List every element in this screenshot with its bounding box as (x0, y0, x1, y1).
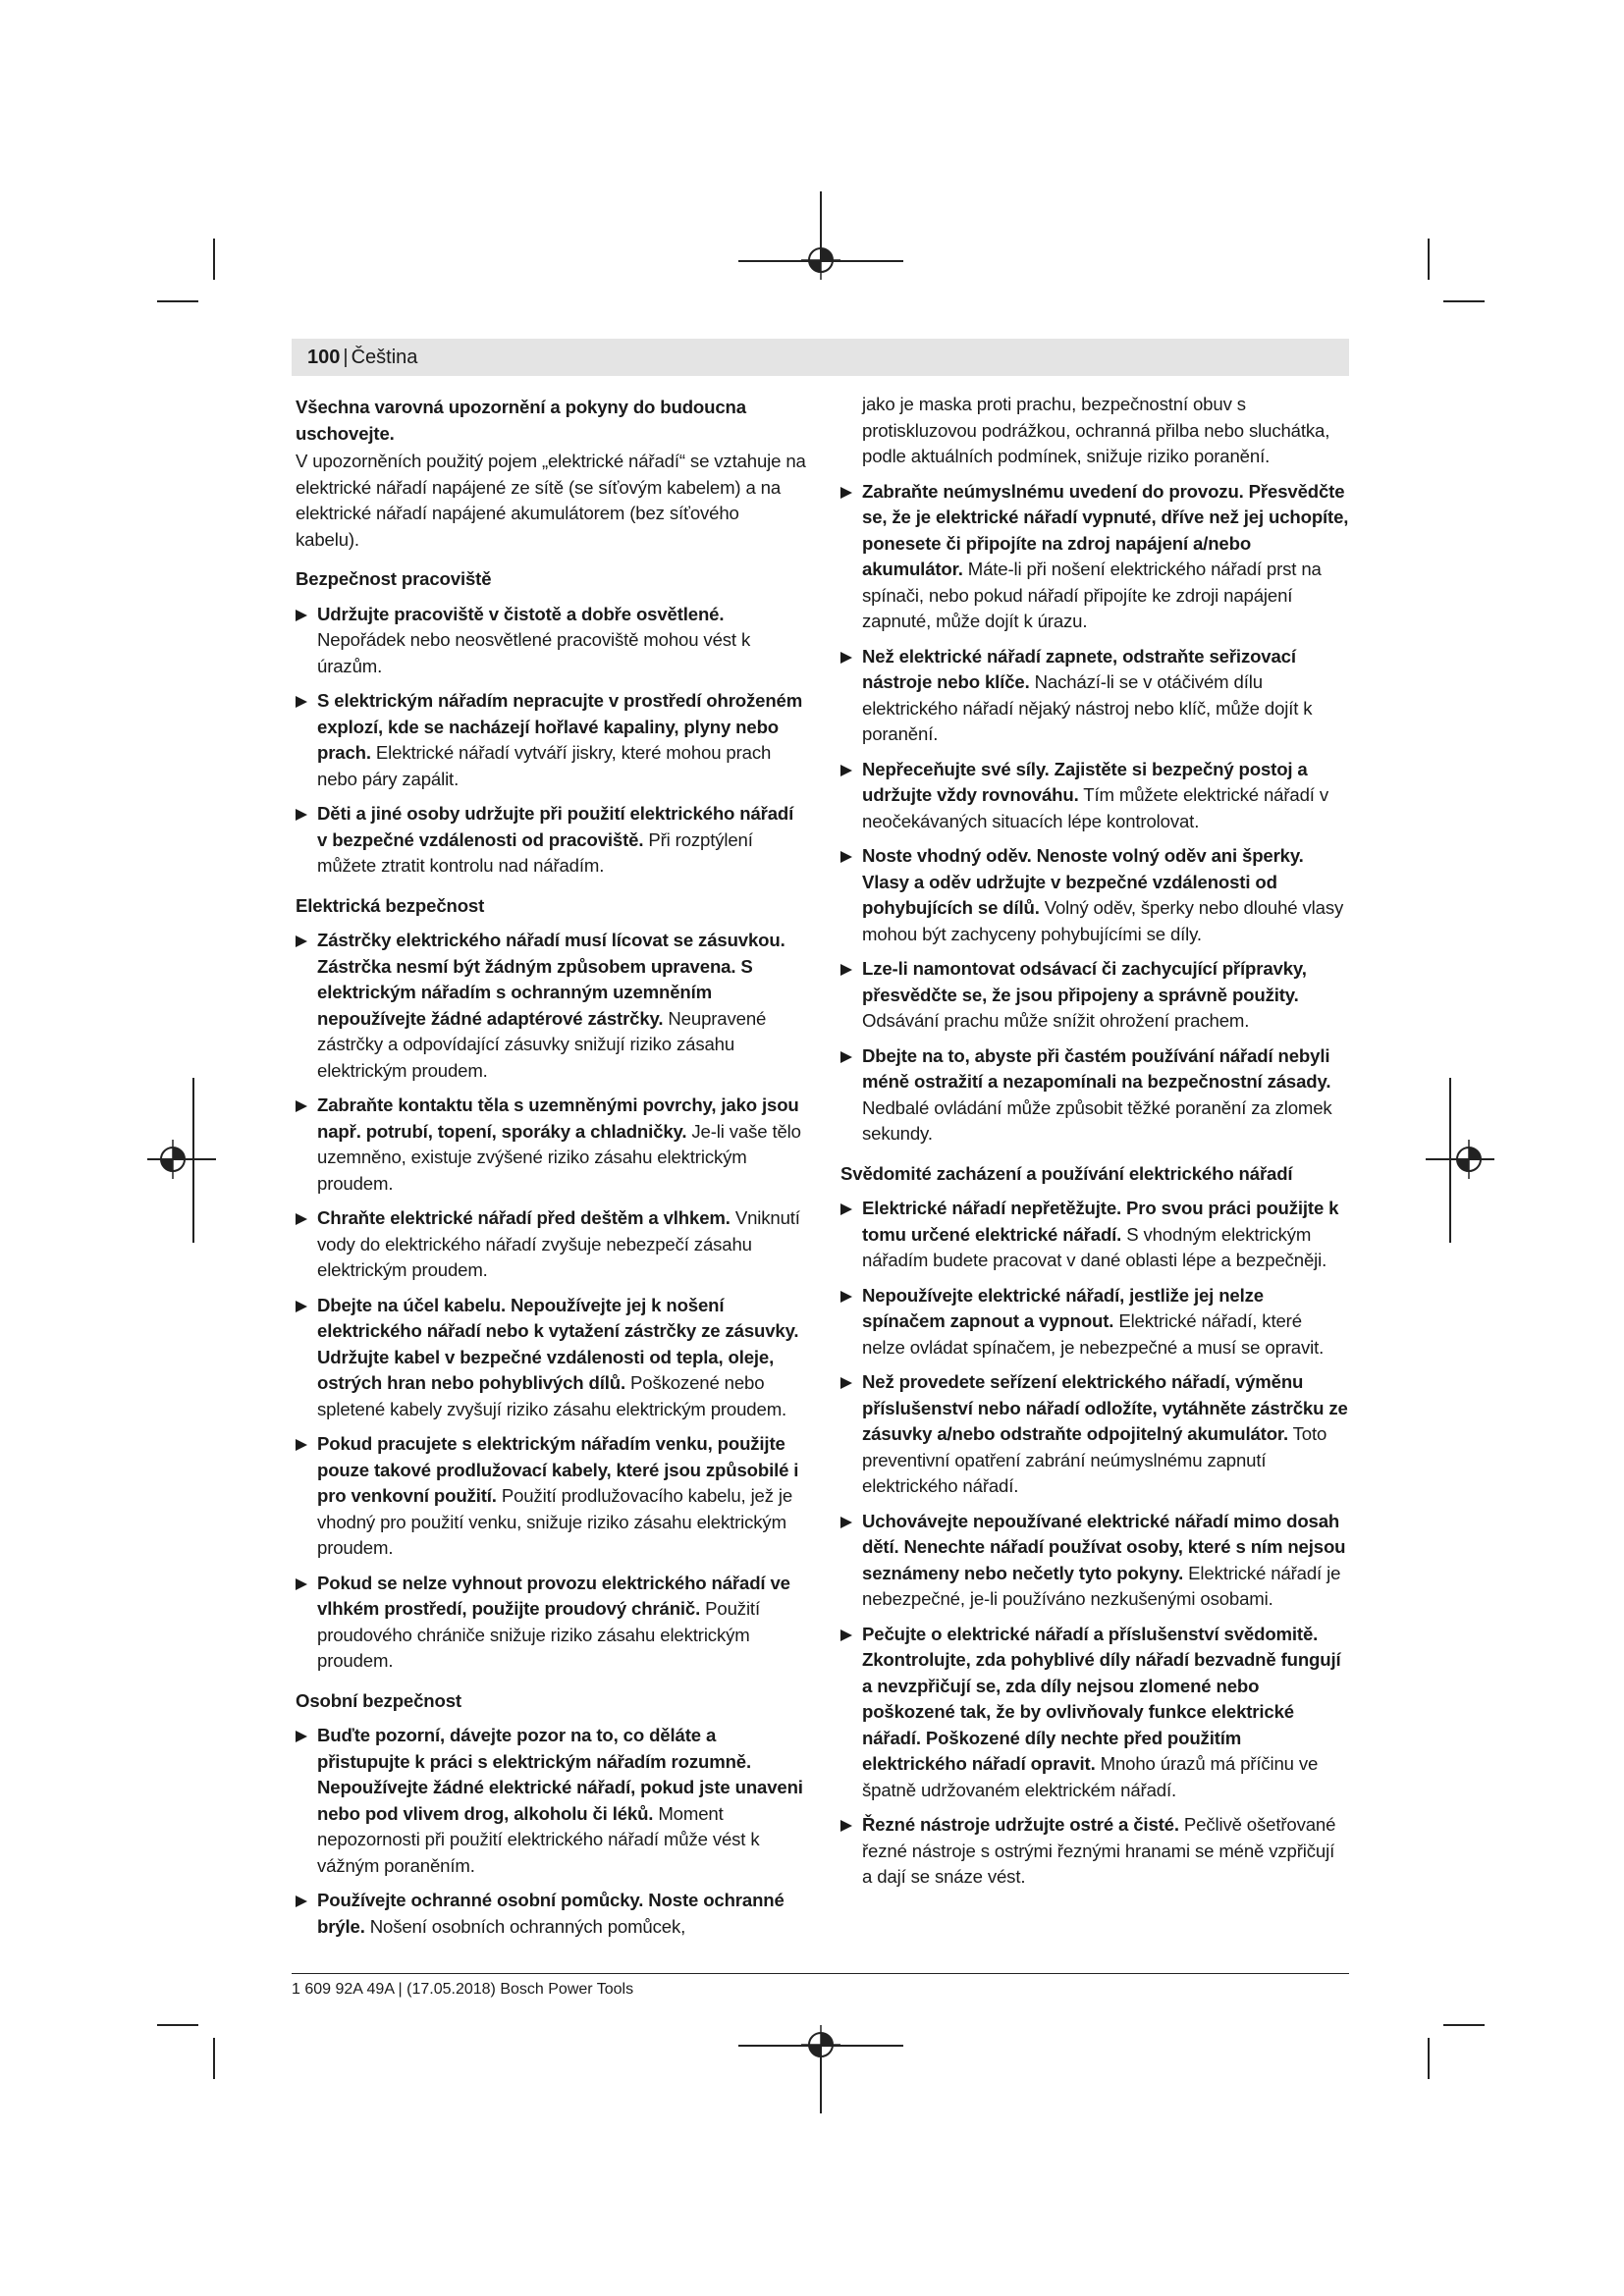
warning-item (840, 757, 1349, 835)
bullet-triangle-icon (840, 851, 852, 863)
registration-target-icon (151, 1138, 194, 1181)
warning-item (296, 602, 806, 680)
item-bold-text: Děti a jiné osoby udržujte při použití elektrického nářadí v bezpečné vzdálenosti od pracoviště. (317, 803, 794, 850)
item-bold-text: Než provedete seřízení elektrického nářadí, výměnu příslušenství nebo nářadí odložíte, vytáhněte zástrčku ze zásuvky a/nebo odstraňte odpojitelný akumulátor. (862, 1371, 1348, 1444)
item-bold-text: Řezné nástroje udržujte ostré a čisté. (862, 1814, 1179, 1835)
item-bold-text: Pokud pracujete s elektrickým nářadím venku, použijte pouze takové prodlužovací kabely, které jsou způsobilé i pro venkovní použití. (317, 1433, 799, 1506)
intro-title: Všechna varovná upozornění a pokyny do budoucna uschovejte. (296, 397, 746, 444)
item-text: Elektrické nářadí je nebezpečné, je-li používáno nezkušenými osobami. (862, 1562, 1341, 1609)
item-text: Vniknutí vody do elektrického nářadí zvyšuje nebezpečí zásahu elektrickým proudem. (317, 1207, 800, 1280)
footer-rule (292, 1973, 1349, 1974)
crop-mark (213, 239, 215, 280)
item-bold-text: Nepoužívejte elektrické nářadí, jestliže jej nelze spínačem zapnout a vypnout. (862, 1284, 1264, 1331)
registration-target-icon (1447, 1138, 1490, 1181)
warning-item (840, 1043, 1349, 1148)
warning-item (840, 1283, 1349, 1362)
item-text: Elektrické nářadí vytváří jiskry, které mohou prach nebo páry zapálit. (317, 742, 772, 789)
bullet-triangle-icon (296, 610, 307, 621)
item-bold-text: Dbejte na to, abyste při častém používání nářadí nebyli méně ostražití a nezapomínali na bezpečnostní zásady. (862, 1044, 1331, 1092)
bullet-triangle-icon (296, 1100, 307, 1112)
bullet-triangle-icon (296, 809, 307, 821)
section-title-workplace: Bezpečnost pracoviště (296, 568, 492, 589)
item-text: Nepořádek nebo neosvětlené pracoviště mohou vést k úrazům. (317, 629, 751, 676)
bullet-triangle-icon (840, 1377, 852, 1389)
crop-mark (1428, 2038, 1430, 2079)
item-text: Poškozené nebo spletené kabely zvyšují riziko zásahu elektrickým proudem. (317, 1372, 787, 1419)
item-bold-text: Zabraňte neúmyslnému uvedení do provozu. Přesvědčte se, že je elektrické nářadí vypnuté, dříve než jej uchopíte, ponesete či připojíte na zdroj napájení a/nebo akumulátor. (862, 480, 1349, 579)
left-column (296, 395, 806, 1940)
item-text: Mnoho úrazů má příčinu ve špatně udržovaném elektrickém nářadí. (862, 1753, 1319, 1800)
item-text: Je-li vaše tělo uzemněno, existuje zvýšené riziko zásahu elektrickým proudem. (317, 1120, 801, 1194)
item-text: Pečlivě ošetřované řezné nástroje s ostrými řeznými hranami se méně vzpřičují a dají se snáze vést. (862, 1814, 1336, 1887)
bullet-triangle-icon (296, 1731, 307, 1742)
item-bold-text: Než elektrické nářadí zapnete, odstraňte seřizovací nástroje nebo klíče. (862, 645, 1296, 692)
warning-item (840, 1369, 1349, 1500)
warning-item (840, 956, 1349, 1035)
page-header (307, 346, 417, 369)
warning-item (296, 1293, 806, 1423)
continuation-text: jako je maska proti prachu, bezpečnostní obuv s protiskluzovou podrážkou, ochranná přilba nebo sluchátka, podle aktuálních podmínek, snižuje riziko poranění. (862, 394, 1330, 466)
bullet-triangle-icon (840, 765, 852, 776)
intro-text: V upozorněních použitý pojem „elektrické nářadí“ se vztahuje na elektrické nářadí napájené ze sítě (se síťovým kabelem) a na elektrické nářadí napájené akumulátorem (bez síťového kabelu). (296, 451, 806, 550)
item-bold-text: Nepřeceňujte své síly. Zajistěte si bezpečný postoj a udržujte vždy rovnováhu. (862, 758, 1308, 805)
bullet-triangle-icon (840, 652, 852, 664)
header-separator: | (343, 347, 349, 368)
warning-item (296, 1571, 806, 1675)
warning-item (840, 1812, 1349, 1891)
item-text: Moment nepozornosti při použití elektrického nářadí může vést k vážným poraněním. (317, 1802, 760, 1876)
bullet-triangle-icon (840, 1820, 852, 1832)
crop-mark (157, 2024, 198, 2026)
warning-item (840, 1509, 1349, 1613)
item-bold-text: Používejte ochranné osobní pomůcky. Noste ochranné brýle. (317, 1890, 785, 1937)
warning-item (840, 843, 1349, 947)
item-text: Tím můžete elektrické nářadí v neočekávaných situacích lépe kontrolovat. (862, 784, 1328, 831)
item-bold-text: Pokud se nelze vyhnout provozu elektrického nářadí ve vlhkém prostředí, použijte proudový chránič. (317, 1572, 790, 1619)
item-bold-text: Lze-li namontovat odsávací či zachycující přípravky, přesvědčte se, že jsou připojeny a správně použity. (862, 958, 1307, 1005)
warning-item (296, 928, 806, 1084)
item-text: Volný oděv, šperky nebo dlouhé vlasy mohou být zachyceny pohybujícími se díly. (862, 897, 1344, 944)
item-text: Nošení osobních ochranných pomůcek, (364, 1915, 686, 1937)
header-bar (292, 339, 1349, 376)
bullet-triangle-icon (840, 1203, 852, 1215)
section-title-tool-use: Svědomité zacházení a používání elektrického nářadí (840, 1162, 1293, 1184)
item-bold-text: Uchovávejte nepoužívané elektrické nářadí mimo dosah dětí. Nenechte nářadí používat osoby, které s ním nejsou seznámeny nebo nečetly tyto pokyny. (862, 1510, 1346, 1583)
warning-item (296, 1093, 806, 1197)
crop-mark (1443, 2024, 1485, 2026)
bullet-triangle-icon (840, 1517, 852, 1528)
item-text: Toto preventivní opatření zabrání neúmyslnému zapnutí elektrického nářadí. (862, 1423, 1327, 1496)
bullet-triangle-icon (840, 487, 852, 499)
page-number: 100 (307, 347, 341, 368)
warning-item (840, 644, 1349, 748)
item-bold-text: Udržujte pracoviště v čistotě a dobře osvětlené. (317, 603, 725, 624)
registration-target-icon (799, 239, 842, 282)
warning-item (296, 1431, 806, 1562)
item-text: Při rozptýlení můžete ztratit kontrolu nad nářadím. (317, 828, 753, 876)
bullet-triangle-icon (296, 1213, 307, 1225)
bullet-triangle-icon (840, 964, 852, 976)
item-text: Elektrické nářadí, které nelze ovládat spínačem, je nebezpečné a musí se opravit. (862, 1310, 1325, 1358)
bullet-triangle-icon (296, 696, 307, 708)
item-text: Neupravené zástrčky a odpovídající zásuvky snižují riziko zásahu elektrickým proudem. (317, 1007, 767, 1081)
bullet-triangle-icon (840, 1051, 852, 1063)
item-bold-text: Buďte pozorní, dávejte pozor na to, co děláte a přistupujte k práci s elektrickým nářadím rozumně. Nepoužívejte žádné elektrické nářadí, pokud jste unaveni nebo pod vlivem drog, alkoholu či léků. (317, 1725, 803, 1824)
item-text: Nedbalé ovládání může způsobit těžké poranění za zlomek sekundy. (862, 1096, 1332, 1144)
item-bold-text: S elektrickým nářadím nepracujte v prostředí ohroženém explozí, kde se nacházejí hořlavé kapaliny, plyny nebo prach. (317, 690, 803, 763)
bullet-triangle-icon (296, 1578, 307, 1590)
section-title-personal: Osobní bezpečnost (296, 1689, 461, 1711)
item-text: Nachází-li se v otáčivém dílu elektrického nářadí nějaký nástroj nebo klíč, může dojít k poranění. (862, 671, 1313, 744)
language-label: Čeština (351, 347, 418, 368)
warning-item (840, 1196, 1349, 1274)
crop-mark (157, 300, 198, 302)
warning-item (296, 1723, 806, 1879)
item-text: Odsávání prachu může snížit ohrožení prachem. (862, 1010, 1250, 1031)
registration-target-icon (799, 2023, 842, 2066)
item-bold-text: Zabraňte kontaktu těla s uzemněnými povrchy, jako jsou např. potrubí, topení, sporáky a chladničky. (317, 1095, 799, 1142)
warning-item (840, 479, 1349, 635)
warning-item (840, 1622, 1349, 1804)
item-bold-text: Zástrčky elektrického nářadí musí lícovat se zásuvkou. Zástrčka nesmí být žádným způsobem upravena. S elektrickým nářadím s ochranným uzemněním nepoužívejte žádné adaptérové zástrčky. (317, 930, 785, 1029)
warning-item (296, 688, 806, 792)
bullet-triangle-icon (840, 1291, 852, 1303)
bullet-triangle-icon (296, 1301, 307, 1312)
bullet-triangle-icon (296, 1896, 307, 1907)
section-title-electrical: Elektrická bezpečnost (296, 894, 485, 916)
crop-mark (213, 2038, 215, 2079)
item-bold-text: Pečujte o elektrické nářadí a příslušenství svědomitě. Zkontrolujte, zda pohyblivé díly nářadí bezvadně fungují a nevzpřičují se, zda díly nejsou zlomené nebo poškozené tak, že by ovlivňovaly funkce elektrické nářadí. Poškozené díly nechte před použitím elektrického nářadí opravit. (862, 1623, 1341, 1774)
crop-mark (1428, 239, 1430, 280)
bullet-triangle-icon (296, 935, 307, 947)
warning-item (296, 1205, 806, 1284)
bullet-triangle-icon (840, 1629, 852, 1641)
item-text: Použití proudového chrániče snižuje riziko zásahu elektrickým proudem. (317, 1598, 760, 1671)
warning-item (296, 801, 806, 880)
item-text: S vhodným elektrickým nářadím budete pracovat v dané oblasti lépe a bezpečněji. (862, 1223, 1327, 1270)
bullet-triangle-icon (296, 1439, 307, 1451)
right-column (840, 392, 1349, 1891)
item-bold-text: Elektrické nářadí nepřetěžujte. Pro svou práci použijte k tomu určené elektrické nářadí. (862, 1198, 1339, 1245)
warning-item (296, 1888, 806, 1940)
item-text: Použití prodlužovacího kabelu, jež je vhodný pro použití venku, snižuje riziko zásahu elektrickým proudem. (317, 1485, 793, 1558)
crop-mark (1443, 300, 1485, 302)
item-bold-text: Noste vhodný oděv. Nenoste volný oděv ani šperky. Vlasy a oděv udržujte v bezpečné vzdálenosti od pohybujících se dílů. (862, 845, 1304, 918)
item-text: Máte-li při nošení elektrického nářadí prst na spínači, nebo pokud nářadí připojíte ke zdroji napájení zapnuté, může dojít k úrazu. (862, 559, 1322, 631)
item-bold-text: Dbejte na účel kabelu. Nepoužívejte jej k nošení elektrického nářadí nebo k vytažení zástrčky ze zásuvky. Udržujte kabel v bezpečné vzdálenosti od tepla, oleje, ostrých hran nebo pohyblivých dílů. (317, 1294, 799, 1393)
item-bold-text: Chraňte elektrické nářadí před deštěm a vlhkem. (317, 1207, 731, 1228)
footer-text: 1 609 92A 49A | (17.05.2018) Bosch Power Tools (292, 1981, 634, 1998)
